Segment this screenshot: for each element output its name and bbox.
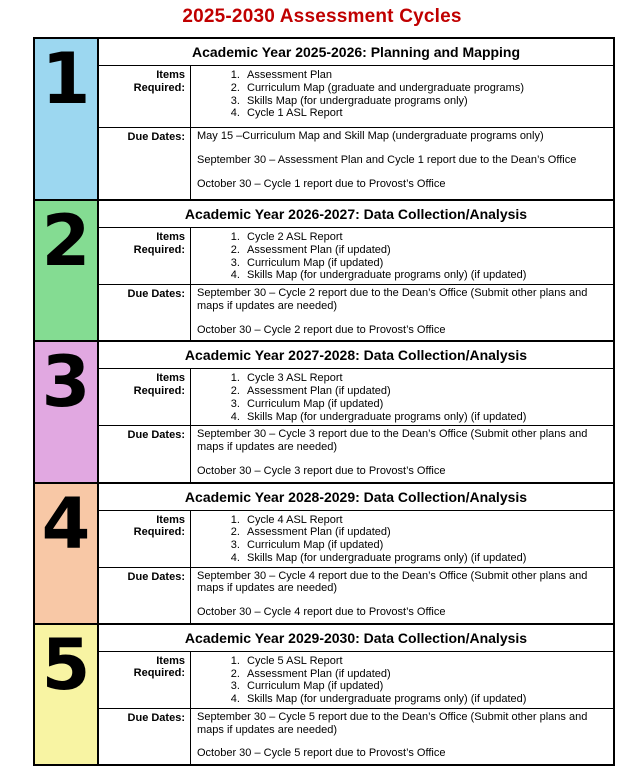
item: 2. Curriculum Map (graduate and undergraduate programs) bbox=[243, 82, 603, 95]
cycle-2-section bbox=[35, 199, 613, 340]
cycle-3-number-block bbox=[35, 342, 99, 481]
items-required-label: Items Required: bbox=[99, 66, 191, 127]
cycle-2-number-block bbox=[35, 201, 99, 340]
due-date-line: September 30 – Cycle 3 report due to the Dean’s Office (Submit other plans and maps if updates are needed) bbox=[197, 428, 588, 453]
items-required-list bbox=[191, 228, 613, 284]
due-date-line: October 30 – Cycle 3 report due to Provost’s Office bbox=[197, 464, 446, 477]
item: 3. Curriculum Map (if updated) bbox=[243, 680, 603, 693]
items-required-list bbox=[191, 66, 613, 127]
due-date-line: September 30 – Cycle 5 report due to the Dean’s Office (Submit other plans and maps if updates are needed) bbox=[197, 710, 588, 736]
page-title: 2025-2030 Assessment Cycles bbox=[182, 6, 462, 27]
item: 4. Skills Map (for undergraduate programs only) (if updated) bbox=[243, 693, 603, 706]
cycle-4-header: Academic Year 2028-2029: Data Collection/Analysis bbox=[99, 484, 613, 511]
cycle-4-due-row bbox=[99, 568, 613, 623]
due-date-line: October 30 – Cycle 4 report due to Provost’s Office bbox=[197, 606, 446, 618]
due-dates-label: Due Dates: bbox=[99, 709, 191, 764]
cycle-number: 5 bbox=[41, 623, 91, 706]
due-date-line: September 30 – Assessment Plan and Cycle 1 report due to the Dean’s Office bbox=[197, 153, 577, 166]
items-required-label: Items Required: bbox=[99, 228, 191, 284]
cycle-number: 3 bbox=[41, 341, 91, 424]
assessment-cycles-table bbox=[33, 37, 615, 766]
cycle-3-section bbox=[35, 340, 613, 481]
due-dates-text bbox=[191, 128, 613, 199]
cycle-number: 4 bbox=[41, 482, 91, 565]
due-date-line: September 30 – Cycle 4 report due to the Dean’s Office (Submit other plans and maps if updates are needed) bbox=[197, 569, 588, 595]
cycle-5-due-row bbox=[99, 709, 613, 764]
item: 4. Cycle 1 ASL Report bbox=[243, 107, 603, 120]
item: 4. Skills Map (for undergraduate programs only) (if updated) bbox=[243, 552, 603, 565]
cycle-5-header: Academic Year 2029-2030: Data Collection/Analysis bbox=[99, 625, 613, 652]
item: 1. Cycle 2 ASL Report bbox=[243, 231, 603, 244]
cycle-1-due-row bbox=[99, 128, 613, 199]
item: 1. Cycle 5 ASL Report bbox=[243, 655, 603, 668]
item: 4. Skills Map (for undergraduate programs only) (if updated) bbox=[243, 269, 603, 282]
cycle-4-items-row bbox=[99, 511, 613, 568]
cycle-number: 1 bbox=[41, 38, 91, 120]
due-dates-label: Due Dates: bbox=[99, 426, 191, 481]
item: 3. Curriculum Map (if updated) bbox=[243, 539, 603, 552]
item: 4. Skills Map (for undergraduate programs only) (if updated) bbox=[243, 411, 603, 424]
due-date-line: September 30 – Cycle 2 report due to the Dean’s Office (Submit other plans and maps if updates are needed) bbox=[197, 287, 588, 312]
cycle-3-due-row bbox=[99, 426, 613, 481]
due-dates-text bbox=[191, 709, 613, 764]
cycle-2-items-row bbox=[99, 228, 613, 285]
item: 2. Assessment Plan (if updated) bbox=[243, 526, 603, 539]
due-dates-label: Due Dates: bbox=[99, 128, 191, 199]
item: 1. Assessment Plan bbox=[243, 69, 603, 82]
cycle-1-section bbox=[35, 39, 613, 199]
item: 1. Cycle 4 ASL Report bbox=[243, 514, 603, 527]
item: 2. Assessment Plan (if updated) bbox=[243, 385, 603, 398]
cycle-1-header: Academic Year 2025-2026: Planning and Mapping bbox=[99, 39, 613, 66]
due-date-line: October 30 – Cycle 5 report due to Provost’s Office bbox=[197, 747, 446, 760]
due-dates-label: Due Dates: bbox=[99, 568, 191, 623]
due-dates-text bbox=[191, 285, 613, 340]
cycle-2-header: Academic Year 2026-2027: Data Collection/Analysis bbox=[99, 201, 613, 228]
item: 3. Curriculum Map (if updated) bbox=[243, 398, 603, 411]
due-date-line: October 30 – Cycle 1 report due to Provost’s Office bbox=[197, 177, 446, 190]
items-required-label: Items Required: bbox=[99, 652, 191, 708]
cycle-3-items-row bbox=[99, 369, 613, 426]
items-required-list bbox=[191, 652, 613, 708]
due-date-line: October 30 – Cycle 2 report due to Provost’s Office bbox=[197, 323, 446, 336]
cycle-4-section bbox=[35, 482, 613, 623]
item: 2. Assessment Plan (if updated) bbox=[243, 668, 603, 681]
due-dates-text bbox=[191, 426, 613, 481]
cycle-5-items-row bbox=[99, 652, 613, 709]
due-dates-text bbox=[191, 568, 613, 623]
cycle-2-due-row bbox=[99, 285, 613, 340]
item: 3. Skills Map (for undergraduate programs only) bbox=[243, 95, 603, 108]
items-required-label: Items Required: bbox=[99, 369, 191, 425]
cycle-3-header: Academic Year 2027-2028: Data Collection/Analysis bbox=[99, 342, 613, 369]
cycle-5-section bbox=[35, 623, 613, 764]
item: 2. Assessment Plan (if updated) bbox=[243, 244, 603, 257]
due-date-line: May 15 –Curriculum Map and Skill Map (undergraduate programs only) bbox=[197, 130, 544, 142]
due-dates-label: Due Dates: bbox=[99, 285, 191, 340]
items-required-list bbox=[191, 369, 613, 425]
items-required-list bbox=[191, 511, 613, 567]
item: 1. Cycle 3 ASL Report bbox=[243, 372, 603, 385]
cycle-1-items-row bbox=[99, 66, 613, 128]
cycle-5-number-block bbox=[35, 625, 99, 764]
items-required-label: Items Required: bbox=[99, 511, 191, 567]
cycle-4-number-block bbox=[35, 484, 99, 623]
cycle-1-number-block bbox=[35, 39, 99, 199]
item: 3. Curriculum Map (if updated) bbox=[243, 257, 603, 270]
cycle-number: 2 bbox=[41, 200, 91, 282]
